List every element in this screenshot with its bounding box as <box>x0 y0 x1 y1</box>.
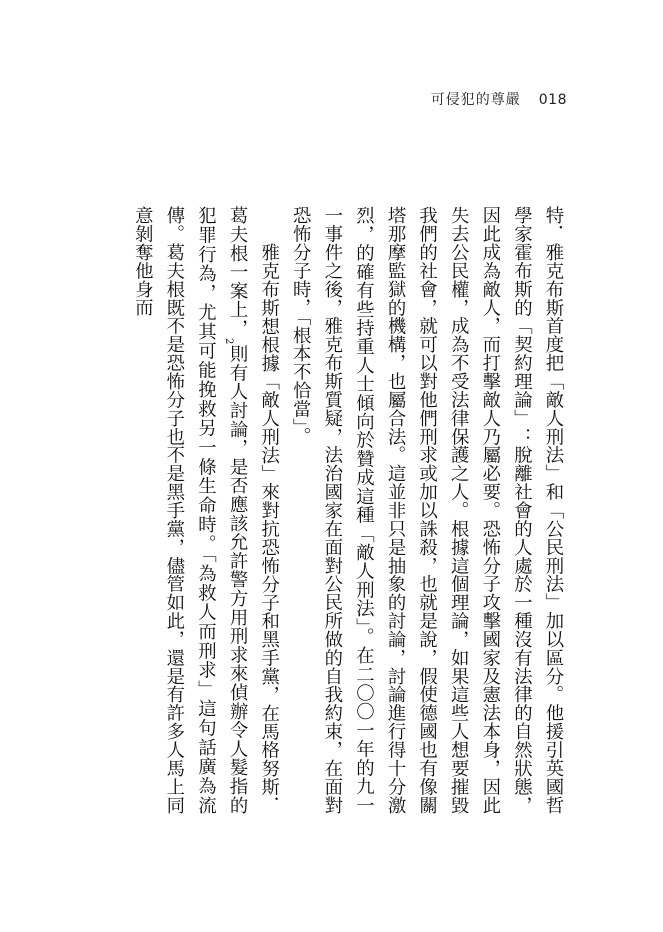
paragraph-2-part-2: 則有人討論，是否應該允許警方用刑求來偵辦令人髮指的犯罪行為，尤其可能挽救另一條生命時。「為救人而刑求」這句話廣為流傳。葛夫根既不是恐怖分子也不是黑手黨，儘管如此，還是有許多人馬上同意剝奪他身而 <box>132 206 249 814</box>
running-header <box>431 89 567 109</box>
running-head-title: 可侵犯的尊嚴 <box>430 92 521 108</box>
footnote-marker: 2 <box>223 337 235 344</box>
paragraph-2-part-1: 雅克布斯想根據「敵人刑法」來對抗恐怖分子和黑手黨，在馬格努斯．葛夫根一案上， <box>227 206 280 814</box>
page-number: 018 <box>538 92 567 108</box>
paragraph-2 <box>127 206 285 814</box>
paragraph-1: 特．雅克布斯首度把「敵人刑法」和「公民刑法」加以區分。他援引英國哲學家霍布斯的「契約理論」：脫離社會的人處於一種沒有法律的自然狀態，因此成為敵人，而打擊敵人乃屬必要。恐怖分子攻擊國家及憲法本身，因此失去公民權，成為不受法律保護之人。根據這個理論，如果這些人想要摧毀我們的社會，就可以對他們刑求或加以誅殺，也就是說，假使德國也有像關塔那摩監獄的機構，也屬合法。這並非只是抽象的討論，討論進行得十分激烈，的確有些持重人士傾向於贊成這種「敵人刑法」。在二〇〇一年的九一一事件之後，雅克布斯質疑，法治國家在面對公民所做的自我約束，在面對恐怖分子時，「根本不恰當」。 <box>290 206 564 814</box>
main-text-vertical <box>127 206 569 814</box>
